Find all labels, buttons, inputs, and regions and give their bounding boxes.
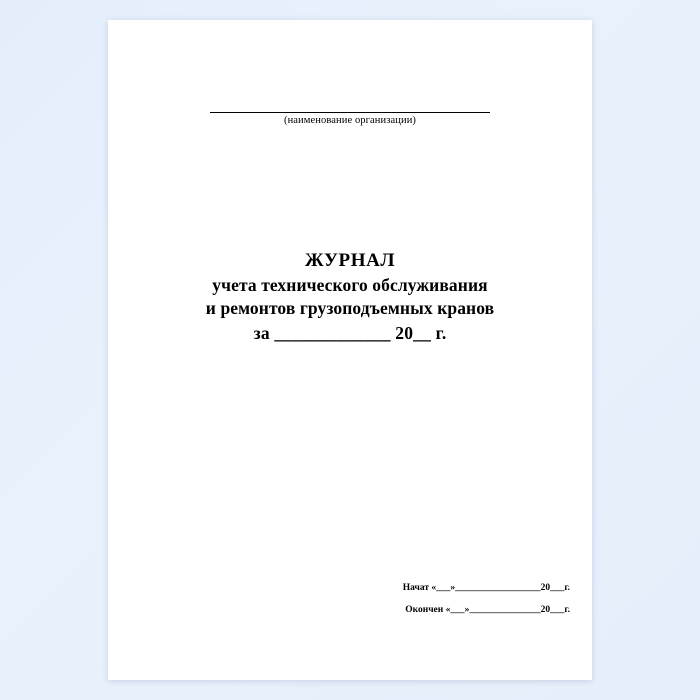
document-footer-block (403, 578, 570, 622)
finished-date-line: Окончен «___»_______________20___г. (405, 605, 570, 616)
document-title-block (108, 248, 592, 346)
page-subtitle-line-1: учета технического обслуживания (212, 274, 488, 295)
page-title: ЖУРНАЛ (304, 250, 396, 271)
page-period-line: за _____________ 20__ г. (253, 322, 447, 343)
document-page (108, 20, 592, 680)
organization-name-caption: (наименование организации) (283, 115, 417, 126)
started-date-line: Начат «___»__________________20___г. (402, 583, 570, 594)
organization-name-field (108, 98, 592, 126)
organization-name-blank-line (210, 98, 490, 113)
page-subtitle-line-2: и ремонтов грузоподъемных кранов (205, 298, 495, 319)
